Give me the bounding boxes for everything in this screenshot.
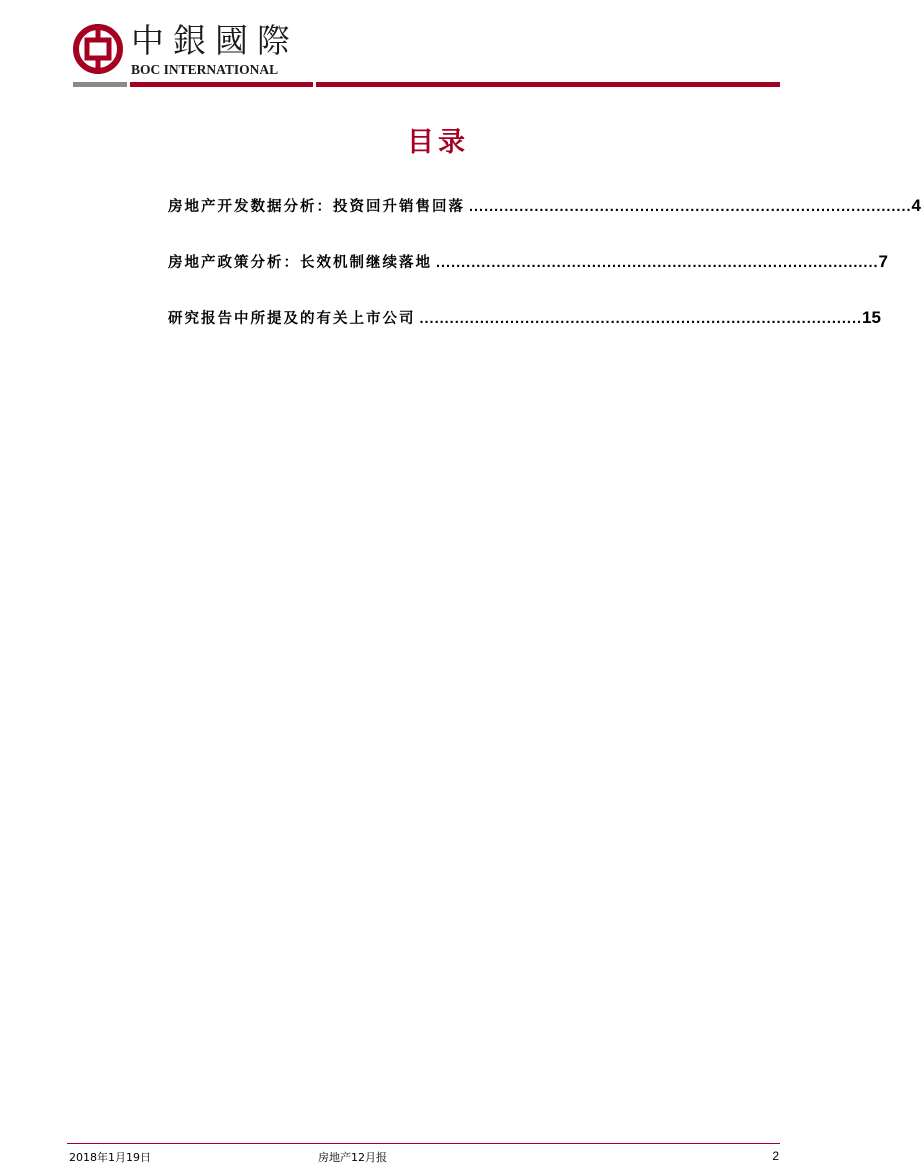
footer-page-number: 2 (772, 1149, 779, 1163)
toc-list (168, 195, 921, 335)
header-rule-red-right (316, 82, 780, 87)
footer-date: 2018年1月19日 (69, 1151, 151, 1164)
footer-report-name: 房地产12月报 (318, 1151, 387, 1164)
toc-leader-dots: ........................................................................................ (419, 311, 863, 327)
toc-entry-page: 7 (878, 252, 888, 271)
toc-entry[interactable] (168, 251, 888, 279)
toc-entry-page: 4 (911, 196, 921, 215)
toc-entry-text: 房地产开发数据分析：投资回升销售回落 (168, 199, 465, 215)
company-logo (73, 22, 313, 82)
toc-entry[interactable] (168, 195, 921, 223)
footer-rule (67, 1143, 780, 1144)
toc-entry-page: 15 (862, 308, 881, 327)
logo-chinese-name: 中銀國際 (131, 21, 299, 60)
toc-entry-text: 房地产政策分析：长效机制继续落地 (168, 255, 432, 271)
toc-entry[interactable] (168, 307, 881, 335)
bank-of-china-logo-icon (73, 24, 123, 74)
header-rule-red-left (130, 82, 313, 87)
toc-leader-dots: ........................................................................................ (436, 255, 879, 271)
toc-title: 目录 (407, 127, 469, 158)
logo-english-name: BOC INTERNATIONAL (131, 62, 279, 77)
toc-leader-dots: ........................................................................................ (469, 199, 912, 215)
toc-entry-text: 研究报告中所提及的有关上市公司 (168, 311, 416, 327)
header-rule-grey (73, 82, 127, 87)
